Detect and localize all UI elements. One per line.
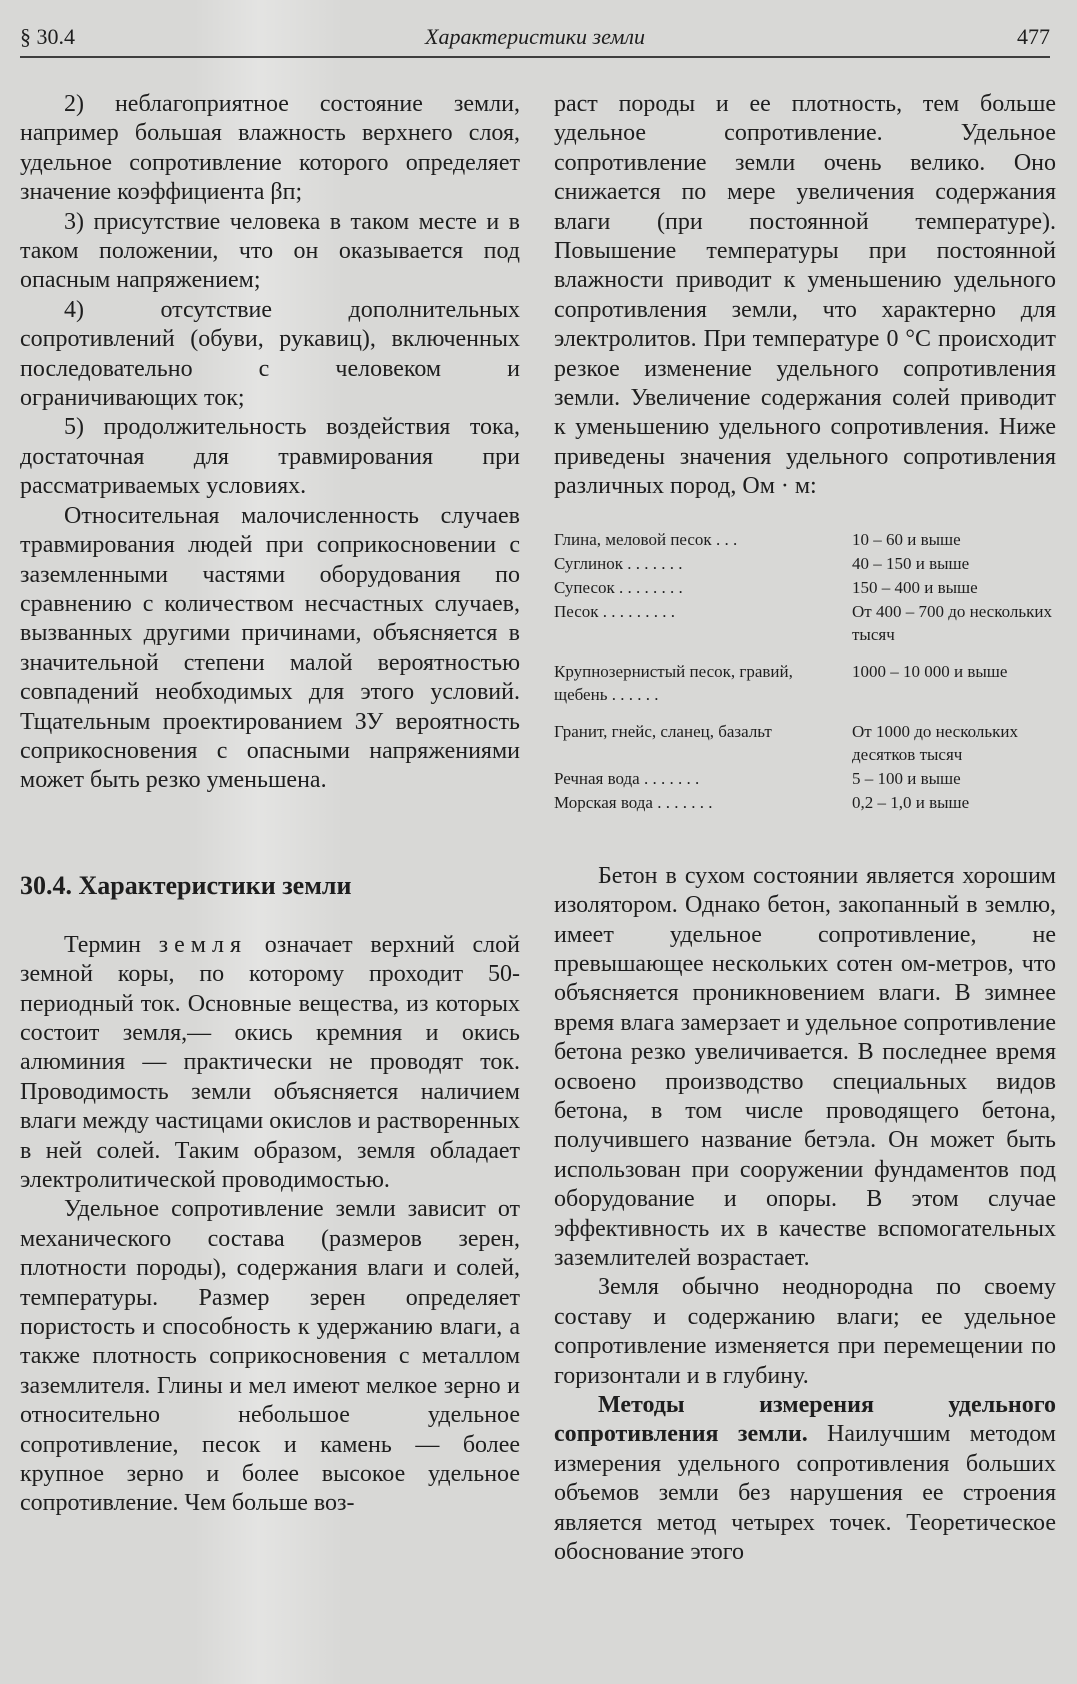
table-row <box>554 600 1056 646</box>
table-cell-value: От 400 – 700 до нескольких тысяч <box>852 601 1057 644</box>
paragraph-continued-resistivity: раст породы и ее плотность, тем больше удельное сопротивление. Удельное сопротивление земли очень велико. Оно снижается по мере увеличения содержания влаги (при постоянной температуре). Повышение температуры при постоянной влажности приводит к уменьшению удельного сопротивления земли, что характерно для электролитов. При температуре 0 °С происходит резкое изменение удельного сопротивления земли. Увеличение содержания солей приводит к уменьшению удельного сопротивления. Ниже приведены значения удельного сопротивления различных пород, Ом · м: <box>554 91 1056 500</box>
table-cell-value: 0,2 – 1,0 и выше <box>852 792 970 812</box>
term-suffix: означает верхний слой земной коры, по которому проходит 50-периодный ток. Основные вещества, из которых состоит земля,— окись кремния и окись алюминия — практически не проводят ток. Проводимость земли объясняется наличием влаги между частицами окислов и растворенных в ней солей. Таким образом, земля обладает электролитической проводимостью. <box>20 931 520 1193</box>
section-title: 30.4. Характеристики земли <box>20 870 352 900</box>
table-cell-value: 40 – 150 и выше <box>852 553 970 573</box>
table-row <box>554 528 1056 551</box>
condition-item-3: 3) присутствие человека в таком месте и в таком положении, что он оказывается под опасным напряжением; <box>20 208 520 294</box>
paragraph-concrete: Бетон в сухом состоянии является хорошим изолятором. Однако бетон, закопанный в землю, имеет удельное сопротивление, не превышающее нескольких сотен ом-метров, что объясняется проникновением влаги. В зимнее время влага замерзает и удельное сопротивление бетона резко увеличивается. В последнее время освоено производство специальных видов бетона, в том числе проводящего бетона, получившего название бетэла. Он может быть использован при сооружении фундаментов под оборудование и опоры. В этом случае эффективность их в качестве вспомогательных заземлителей возрастает. <box>554 862 1056 1271</box>
table-row <box>554 552 1056 575</box>
running-title: Характеристики земли <box>425 24 645 49</box>
methods-heading: Методы измерения удельного сопротивления земли. <box>554 1392 1056 1448</box>
page-number: 477 <box>1017 24 1050 49</box>
table-cell-label: Глина, меловой песок . . . <box>554 529 738 549</box>
methods-text: Наилучшим методом измерения удельного сопротивления больших объемов земли без нарушения ее строения является метод четырех точек. Теоретическое обоснование этого <box>554 1421 1056 1566</box>
table-row <box>554 791 1056 814</box>
table-cell-value: 5 – 100 и выше <box>852 768 961 788</box>
table-cell-value: 1000 – 10 000 и выше <box>852 661 1008 681</box>
table-cell-label: Крупнозернистый песок, гравий, щебень . . . . . . <box>554 661 798 704</box>
paragraph-term-land <box>20 931 520 1196</box>
page-header <box>20 20 1050 58</box>
table-row <box>554 720 1056 766</box>
table-cell-label: Супесок . . . . . . . . <box>554 577 683 597</box>
paragraph-relative-rarity: Относительная малочисленность случаев травмирования людей при соприкосновении с заземленными частями оборудования по сравнению с количеством несчастных случаев, вызванных другими причинами, объясняется в значительной степени малой вероятностью совпадений необходимых для этого условий. Тщательным проектированием ЗУ вероятность соприкосновения с опасными напряжениями может быть резко уменьшена. <box>20 502 520 794</box>
table-cell-value: От 1000 до нескольких десятков тысяч <box>852 721 1023 764</box>
term-prefix: Термин <box>64 931 159 958</box>
table-cell-value: 150 – 400 и выше <box>852 577 978 597</box>
right-column <box>554 90 1056 1567</box>
table-row <box>554 660 1056 706</box>
term-word: земля <box>158 931 248 958</box>
table-cell-label: Морская вода . . . . . . . <box>554 792 713 812</box>
table-cell-label: Суглинок . . . . . . . <box>554 553 683 573</box>
table-cell-label: Гранит, гнейс, сланец, базальт <box>554 721 772 741</box>
table-row <box>554 576 1056 599</box>
table-cell-label: Речная вода . . . . . . . <box>554 768 700 788</box>
resistivity-table <box>554 528 1056 814</box>
table-cell-label: Песок . . . . . . . . . <box>554 601 676 621</box>
left-column <box>20 90 520 1519</box>
condition-item-2: 2) неблагоприятное состояние земли, например большая влажность верхнего слоя, удельное сопротивление которого определяет значение коэффициента βп; <box>20 91 520 206</box>
paragraph-measurement-methods <box>554 1391 1056 1567</box>
condition-item-5: 5) продолжительность воздействия тока, достаточная для травмирования при рассматриваемых условиях. <box>20 414 520 500</box>
section-number: § 30.4 <box>20 24 75 49</box>
table-row <box>554 767 1056 790</box>
condition-item-4: 4) отсутствие дополнительных сопротивлений (обуви, рукавиц), включенных последовательно с человеком и ограничивающих ток; <box>20 296 520 412</box>
paragraph-soil-resistivity: Удельное сопротивление земли зависит от механического состава (размеров зерен, плотности породы), содержания влаги и солей, температуры. Размер зерен определяет пористость и способность к удержанию влаги, а также плотность соприкосновения с металлом заземлителя. Глины и мел имеют мелкое зерно и относительно небольшое удельное сопротивление, песок и камень — более крупное зерно и более высокое удельное сопротивление. Чем больше воз- <box>20 1196 520 1517</box>
table-cell-value: 10 – 60 и выше <box>852 529 961 549</box>
paragraph-inhomogeneous-soil: Земля обычно неоднородна по своему составу и содержанию влаги; ее удельное сопротивление изменяется при перемещении по горизонтали и в глубину. <box>554 1274 1056 1389</box>
